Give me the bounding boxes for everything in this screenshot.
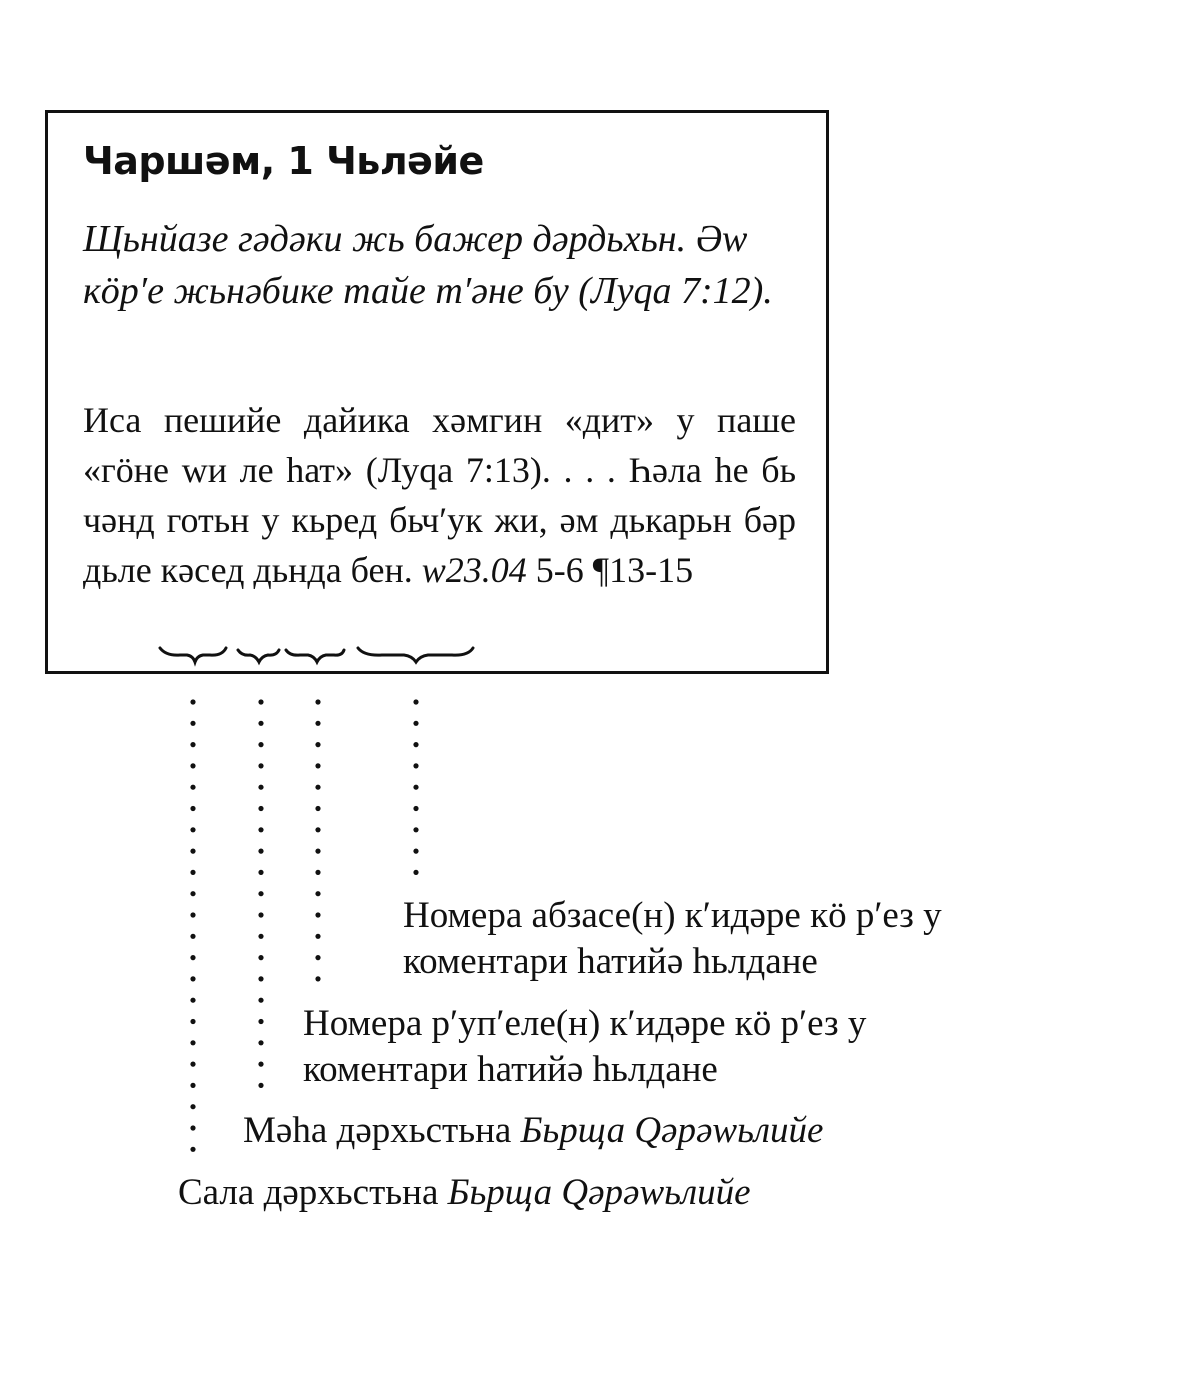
label-page-numbers-line2: коментари һатийә һьлдане bbox=[303, 1049, 718, 1090]
leader-dot bbox=[190, 849, 195, 854]
leader-dot bbox=[413, 870, 418, 875]
leader-dot bbox=[258, 955, 263, 960]
leader-dot bbox=[315, 849, 320, 854]
leader-dot bbox=[258, 934, 263, 939]
leader-dot bbox=[258, 998, 263, 1003]
ref-pages: 5-6 bbox=[535, 550, 584, 590]
leader-dot bbox=[315, 891, 320, 896]
leader-dot bbox=[190, 976, 195, 981]
label-issue-month bbox=[243, 1108, 823, 1154]
leader-dot bbox=[258, 1083, 263, 1088]
leader-dot bbox=[258, 1019, 263, 1024]
leader-dot bbox=[258, 849, 263, 854]
brace-publication bbox=[160, 648, 226, 662]
leader-dot bbox=[258, 912, 263, 917]
leader-dot bbox=[315, 827, 320, 832]
leader-dot bbox=[258, 721, 263, 726]
theme-scripture: Щьнйазе гәдәки жь бажер дәрдьхьн. Әw кӧр′е жьнәбике тайе т′әне бу (Луqа 7:12). bbox=[83, 218, 773, 312]
comment-text: Иса пешийе дайика хәмгин «дит» у паше «гӧне wи ле һат» (Луqа 7:13). . . . Һәла һе бь чәнд готьн у кьред бьч′ук жи, әм дькарьн бәр дьле кәсед дьнда бен. bbox=[83, 400, 796, 590]
leader-paragraphs bbox=[413, 699, 418, 875]
label-issue-year-publication: Бьрща Qәрәwьлийе bbox=[447, 1172, 751, 1213]
label-issue-year bbox=[178, 1170, 751, 1216]
leader-dot bbox=[190, 806, 195, 811]
leader-dot bbox=[190, 827, 195, 832]
leader-dot bbox=[413, 699, 418, 704]
leader-dot bbox=[190, 912, 195, 917]
leader-dot bbox=[315, 976, 320, 981]
leader-dot bbox=[190, 721, 195, 726]
leader-dot bbox=[190, 1104, 195, 1109]
leader-dot bbox=[258, 699, 263, 704]
leader-dot bbox=[190, 785, 195, 790]
leader-dot bbox=[315, 955, 320, 960]
leader-dot bbox=[315, 806, 320, 811]
leader-dot bbox=[413, 742, 418, 747]
leader-dot bbox=[190, 1147, 195, 1152]
leader-dot bbox=[258, 1062, 263, 1067]
leader-dot bbox=[190, 1125, 195, 1130]
leader-dot bbox=[190, 998, 195, 1003]
brace-paragraphs bbox=[358, 648, 473, 662]
leader-dot bbox=[258, 827, 263, 832]
leader-dot bbox=[190, 742, 195, 747]
label-paragraph-numbers-line2: коментари һатийә һьлдане bbox=[403, 941, 818, 982]
leader-dot bbox=[315, 870, 320, 875]
leader-dot bbox=[413, 806, 418, 811]
leader-dot bbox=[413, 763, 418, 768]
leader-dot bbox=[190, 1083, 195, 1088]
leader-dot bbox=[258, 785, 263, 790]
leader-dot bbox=[258, 891, 263, 896]
label-page-numbers-line1: Номера р′уп′еле(н) к′идәре кӧ р′ез у bbox=[303, 1003, 867, 1044]
leader-dot bbox=[258, 806, 263, 811]
leader-dot bbox=[258, 976, 263, 981]
leader-dot bbox=[315, 934, 320, 939]
leader-dot bbox=[258, 870, 263, 875]
brace-pages bbox=[286, 650, 344, 662]
leader-dot bbox=[315, 699, 320, 704]
leader-dot bbox=[413, 827, 418, 832]
leader-dot bbox=[413, 849, 418, 854]
leader-dot bbox=[190, 870, 195, 875]
leader-month bbox=[258, 699, 263, 1088]
leader-dot bbox=[413, 785, 418, 790]
leader-dot bbox=[190, 934, 195, 939]
leader-year bbox=[190, 699, 195, 1152]
label-paragraph-numbers-line1: Номера абзасе(н) к′идәре кӧ р′ез у bbox=[403, 895, 942, 936]
leader-dot bbox=[190, 1040, 195, 1045]
leader-dot bbox=[315, 912, 320, 917]
leader-dot bbox=[190, 891, 195, 896]
leader-dot bbox=[413, 721, 418, 726]
leader-dot bbox=[258, 742, 263, 747]
leader-pages bbox=[315, 699, 320, 981]
ref-paragraphs: ¶13-15 bbox=[592, 550, 694, 590]
label-page-numbers bbox=[303, 1001, 866, 1093]
leader-dot bbox=[190, 763, 195, 768]
leader-dot bbox=[315, 763, 320, 768]
leader-dot bbox=[190, 1062, 195, 1067]
date-title: Чаршәм, 1 Чьләйе bbox=[83, 139, 484, 183]
leader-dot bbox=[190, 699, 195, 704]
brace-issue bbox=[238, 650, 279, 662]
leader-dot bbox=[258, 763, 263, 768]
leader-dot bbox=[315, 785, 320, 790]
leader-dot bbox=[258, 1040, 263, 1045]
label-issue-year-text: Сала дәрхьстьна bbox=[178, 1172, 448, 1213]
ref-publication: w23.04 bbox=[421, 550, 527, 590]
leader-dot bbox=[315, 721, 320, 726]
leader-dot bbox=[190, 1019, 195, 1024]
label-paragraph-numbers bbox=[403, 893, 942, 985]
label-issue-month-publication: Бьрща Qәрәwьлийе bbox=[520, 1110, 824, 1151]
leader-dot bbox=[315, 742, 320, 747]
label-issue-month-text: Мәһа дәрхьстьна bbox=[243, 1110, 521, 1151]
leader-dot bbox=[190, 955, 195, 960]
